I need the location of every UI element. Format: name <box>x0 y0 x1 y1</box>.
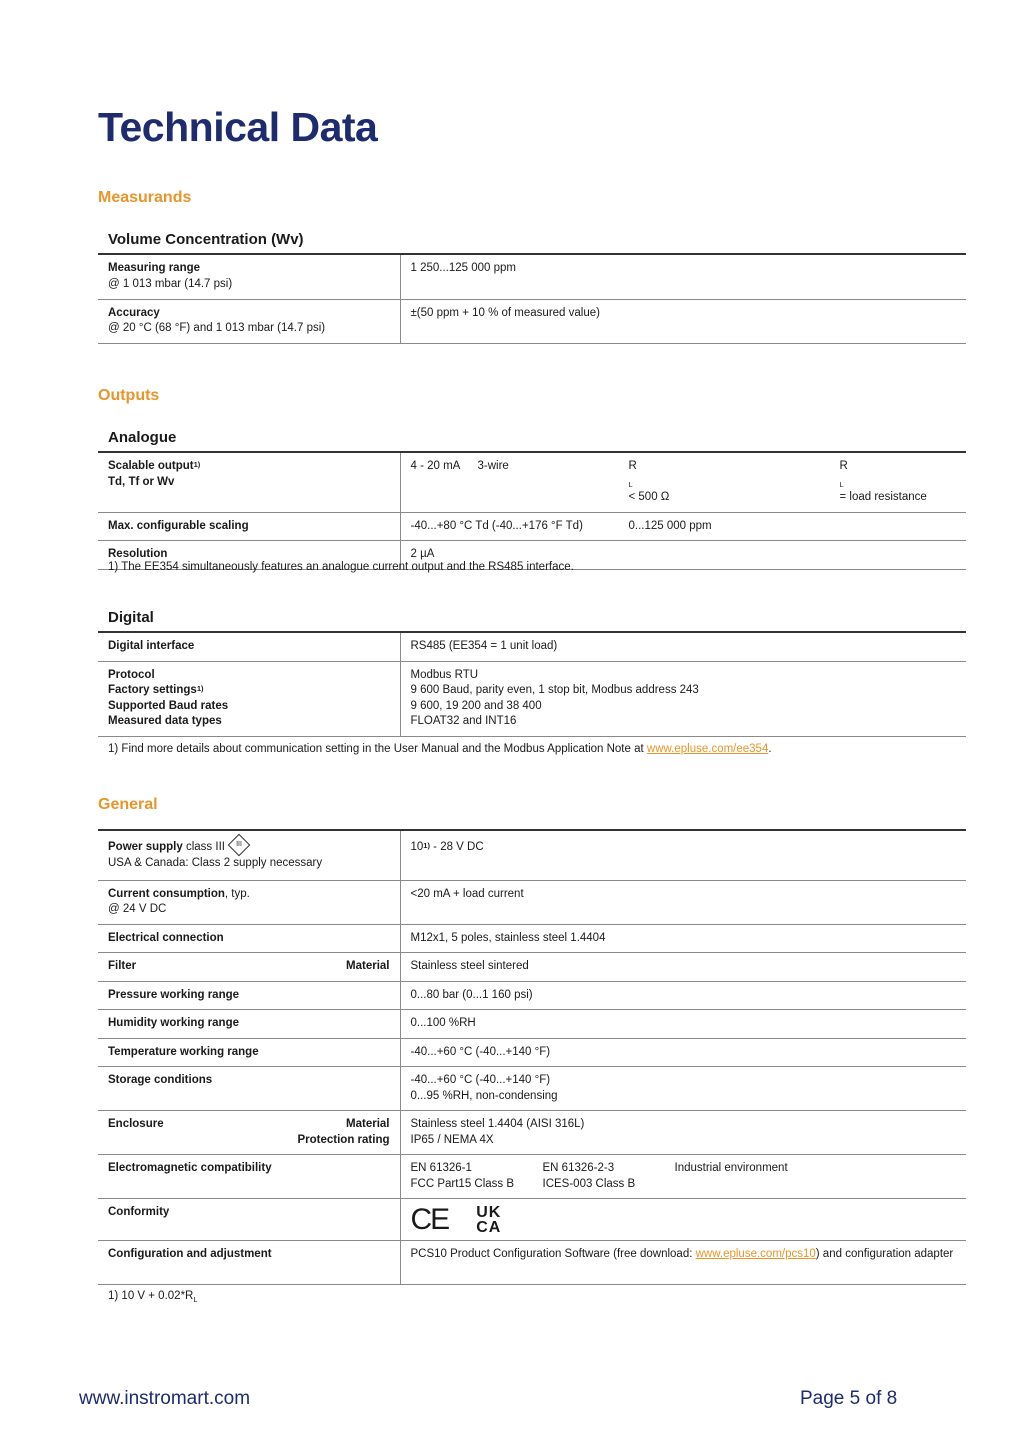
row-value <box>400 1199 966 1241</box>
row-note: @ 20 °C (68 °F) and 1 013 mbar (14.7 psi) <box>108 322 326 334</box>
page-title: Technical Data <box>98 104 378 150</box>
page-number: Page 5 of 8 <box>800 1388 898 1409</box>
footer-url[interactable]: www.instromart.com <box>79 1388 251 1409</box>
table-row: Temperature working range -40...+60 °C (-40...+140 °F) <box>98 1038 966 1067</box>
pcs10-link[interactable]: www.epluse.com/pcs10 <box>695 1248 816 1260</box>
row-value: EN 61326-1 EN 61326-2-3 Industrial environment FCC Part15 Class B ICES-003 Class B <box>410 1162 788 1190</box>
row-value: 4 - 20 mA 3-wire R $_L$ < 500 Ω R $_L$ = load resistance <box>410 460 927 503</box>
row-label: Measuring range <box>108 262 201 274</box>
table-row: Electromagnetic compatibility EN 61326-1 EN 61326-2-3 Industrial environment FCC Part15 Class B ICES-003 Class B <box>98 1155 966 1199</box>
digital-table <box>98 631 966 737</box>
ce-mark-icon: CE <box>410 1203 449 1236</box>
row-value: 0...100 %RH <box>410 1017 476 1029</box>
table-row: Humidity working range 0...100 %RH <box>98 1010 966 1039</box>
table-row: Conformity CE UK CA <box>98 1199 966 1241</box>
row-label: Max. configurable scaling <box>108 519 249 532</box>
row-value: 1 250...125 000 ppm <box>410 262 516 274</box>
footnote-general: 1) 10 $V + 0.02*R_L$ <box>108 1290 198 1304</box>
table-row <box>98 254 966 299</box>
table-row: Pressure working range 0...80 bar (0...1 160 psi) <box>98 981 966 1010</box>
row-label: Digital interface <box>108 640 195 652</box>
row-value: -40...+80 °C Td (-40...+176 °F Td) 0...125 000 ppm <box>410 519 712 532</box>
section-heading-general: General <box>98 796 158 813</box>
subheading-digital: Digital <box>108 609 154 626</box>
row-value: ±(50 ppm + 10 % of measured value) <box>410 306 600 319</box>
measurands-table <box>98 253 966 344</box>
section-heading-outputs: Outputs <box>98 387 160 404</box>
ukca-mark-icon: UK CA <box>476 1204 502 1236</box>
row-value: -40...+60 °C (-40...+140 °F) <box>410 1045 551 1058</box>
table-row <box>98 299 966 343</box>
row-value: 10$^{1)}$ - 28 V DC <box>410 841 484 853</box>
table-row: Filter Material Stainless steel sintered <box>98 953 966 982</box>
table-row <box>98 452 966 512</box>
table-row: Configuration and adjustment PCS10 Product Configuration Software (free download: www.epluse.com/pcs10) and configuration adapter <box>98 1241 966 1285</box>
row-value: Modbus RTU 9 600 Baud, parity even, 1 stop bit, Modbus address 243 9 600, 19 200 and 38 400 FLOAT32 and INT16 <box>410 668 699 727</box>
row-value: 0...80 bar (0...1 160 psi) <box>410 988 533 1001</box>
row-value: M12x1, 5 poles, stainless steel 1.4404 <box>410 931 606 944</box>
subheading-analogue: Analogue <box>108 429 177 446</box>
row-value: Stainless steel 1.4404 (AISI 316L) IP65 / NEMA 4X <box>410 1118 585 1146</box>
footnote-digital: 1) Find more details about communication setting in the User Manual and the Modbus Application Note at www.epluse.com/ee354. <box>108 743 772 755</box>
row-value: RS485 (EE354 = 1 unit load) <box>410 640 558 652</box>
row-note: @ 1 013 mbar (14.7 psi) <box>108 277 233 290</box>
row-note: Td, Tf or Wv <box>108 475 175 488</box>
general-table <box>98 829 966 1285</box>
row-value: <20 mA + load current <box>410 887 524 900</box>
table-row: Power supply class III III USA & Canada: Class 2 supply necessary 10$^{1)}$ - 28 V DC <box>98 830 966 880</box>
table-row: Current consumption, typ. @ 24 V DC <20 mA + load current <box>98 880 966 924</box>
table-row: Protocol Factory settings$^{1)}$ Supported Baud rates Measured data types Modbus RTU 9 600 Baud, parity even, 1 stop bit, Modbus address 243 9 600, 19 200 and 38 400 FLOAT32 and INT16 <box>98 661 966 736</box>
section-heading-measurands: Measurands <box>98 189 192 206</box>
row-label: Resolution <box>108 548 168 560</box>
row-value: 2 µA <box>410 548 435 560</box>
subheading-volume-concentration: Volume Concentration (Wv) <box>108 231 304 248</box>
row-label: Accuracy <box>108 306 160 319</box>
table-row: Enclosure Material Protection rating Stainless steel 1.4404 (AISI 316L) IP65 / NEMA 4X <box>98 1111 966 1155</box>
ee354-link[interactable]: www.epluse.com/ee354 <box>646 743 769 755</box>
row-label: Scalable output$^{1)}$ <box>108 460 201 472</box>
table-row <box>98 512 966 541</box>
class-iii-icon: III <box>228 834 251 857</box>
table-row: Electrical connection M12x1, 5 poles, stainless steel 1.4404 <box>98 924 966 953</box>
row-value: -40...+60 °C (-40...+140 °F) 0...95 %RH, non-condensing <box>410 1074 558 1102</box>
table-row: Storage conditions -40...+60 °C (-40...+140 °F) 0...95 %RH, non-condensing <box>98 1067 966 1111</box>
footnote-analogue: 1) The EE354 simultaneously features an analogue current output and the RS485 interface. <box>108 561 574 573</box>
row-value: PCS10 Product Configuration Software (free download: www.epluse.com/pcs10) and configuration adapter <box>410 1248 954 1260</box>
row-value: Stainless steel sintered <box>410 960 529 972</box>
table-row <box>98 632 966 661</box>
analogue-table <box>98 451 966 570</box>
